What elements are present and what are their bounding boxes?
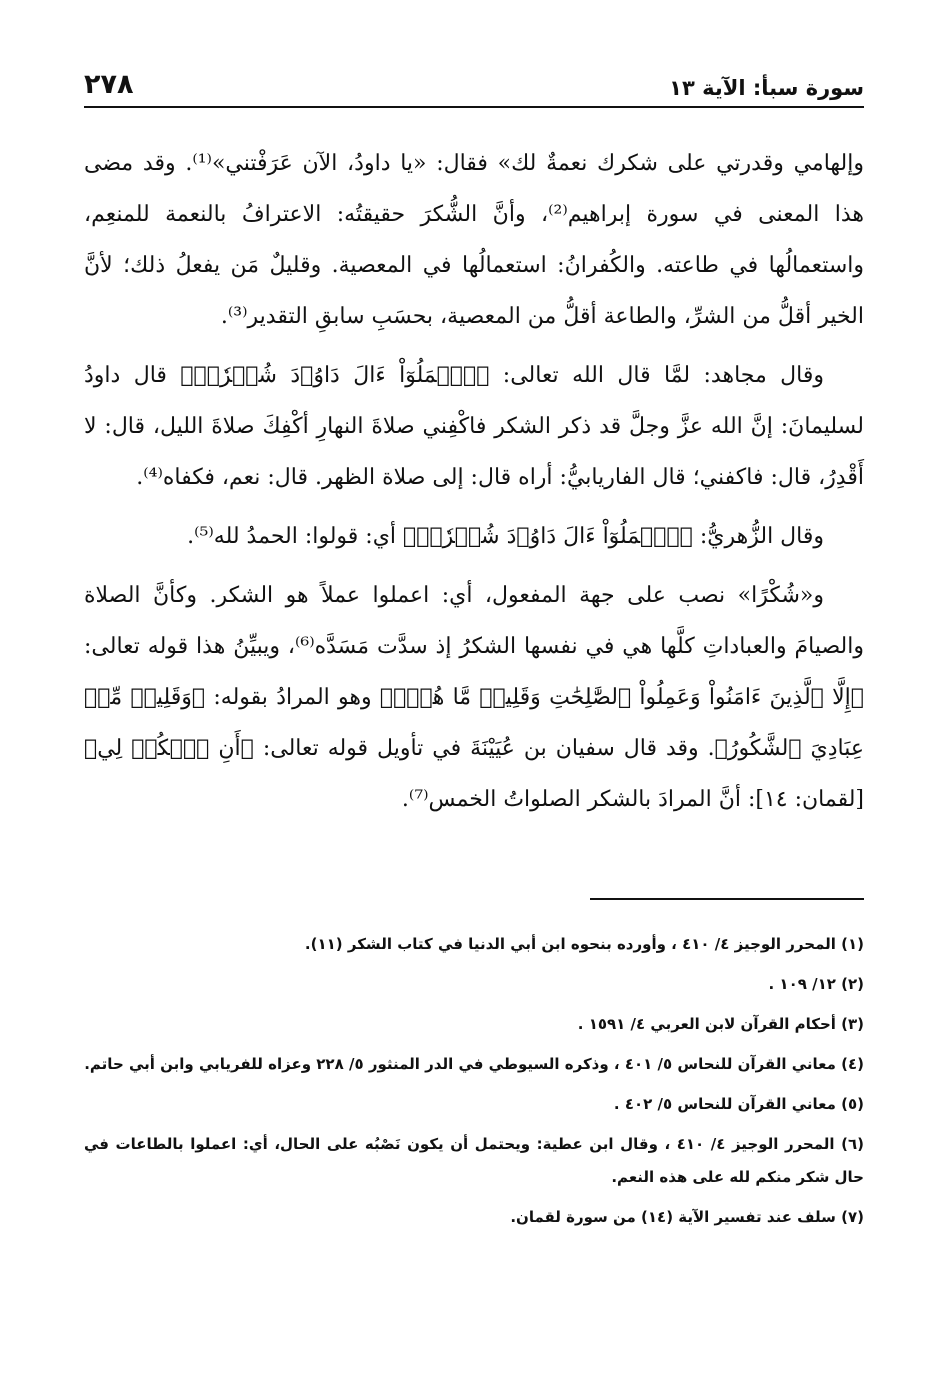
paragraph-2: وقال مجاهد: لمَّا قال الله تعالى: ﴿ٱعۡمَلُوٓاْ ءَالَ دَاوُۥدَ شُكۡرٗاۚ﴾ قال داودُ لسليمانَ: إنَّ الله عزَّ وجلَّ قد ذكر الشكر فاكْفِني صلاةَ النهارِ أكْفِكَ صلاةَ الليل، قال: لا أَقْدِرُ، قال: فاكفني؛ قال الفاريابيُّ: أراه قال: إلى صلاة الظهر. قال: نعم، فكفاه⁽⁴⁾. [84,363,864,490]
running-title: سورة سبأ: الآية ١٣ [669,76,864,100]
footnote-6: (٦) المحرر الوجيز ٤/ ٤١٠ ، وقال ابن عطية: ويحتمل أن يكون نَصْبُه على الحال، أي: اعملوا بالطاعات في حال شكر منكم لله على هذه النعم. [84,1135,865,1186]
footnote-4: (٤) معاني القرآن للنحاس ٥/ ٤٠١ ، وذكره السيوطي في الدر المنثور ٥/ ٢٢٨ وعزاه للفريابي وابن أبي حاتم. [84,1055,864,1073]
footnote-2: (٢) ١٢/ ١٠٩ . [768,975,864,993]
footnote-5: (٥) معاني القرآن للنحاس ٥/ ٤٠٢ . [613,1095,864,1113]
paragraph-1: وإلهامي وقدرتي على شكرك نعمةٌ لك» فقال: «يا داودُ، الآن عَرَفْتني»⁽¹⁾. وقد مضى هذا المعنى في سورة إبراهيم⁽²⁾، وأنَّ الشُّكرَ حقيقتُه: الاعترافُ بالنعمة للمنعِم، واستعمالُها في طاعته. والكُفرانُ: استعمالُها في المعصية. وقليلٌ مَن يفعلُ ذلك؛ لأنَّ الخير أقلُّ من الشرِّ، والطاعة أقلُّ من المعصية، بحسَبِ سابقِ التقدير⁽³⁾. [84,151,864,329]
header-rule [84,106,864,108]
paragraph-3: وقال الزُّهريُّ: ﴿ٱعۡمَلُوٓاْ ءَالَ دَاوُۥدَ شُكۡرٗاۚ﴾ أي: قولوا: الحمدُ لله⁽⁵⁾. [187,524,824,549]
page-header [84,66,864,100]
footnote-1: (١) المحرر الوجيز ٤/ ٤١٠ ، وأورده بنحوه ابن أبي الدنيا في كتاب الشكر (١١). [304,935,864,953]
paragraph-4: و«شُكْرًا» نصب على جهة المفعول، أي: اعملوا عملاً هو الشكر. وكأنَّ الصلاة والصيامَ والعباداتِ كلَّها هي في نفسها الشكرُ إذ سدَّت مَسَدَّه⁽⁶⁾، ويبيِّنُ هذا قوله تعالى: ﴿إِلَّا ٱلَّذِينَ ءَامَنُواْ وَعَمِلُواْ ٱلصَّٰلِحَٰتِ وَقَلِيلٞ مَّا هُمۡۗ﴾ وهو المرادُ بقوله: ﴿وَقَلِيلٞ مِّنۡ عِبَادِيَ ٱلشَّكُورُ﴾. وقد قال سفيان بن عُيَيْنَةَ في تأويل قوله تعالى: ﴿أَنِ ٱشۡكُرۡ لِي﴾ [لقمان: ١٤]: أنَّ المرادَ بالشكر الصلواتُ الخمس⁽⁷⁾. [84,583,864,812]
page-number: ٢٧٨ [84,69,134,100]
footnote-3: (٣) أحكام القرآن لابن العربي ٤/ ١٥٩١ . [577,1015,864,1033]
footnotes [84,928,864,1241]
footnote-7: (٧) سلف عند تفسير الآية (١٤) من سورة لقمان. [510,1208,864,1226]
main-text [84,138,864,833]
footnote-separator [590,898,864,900]
